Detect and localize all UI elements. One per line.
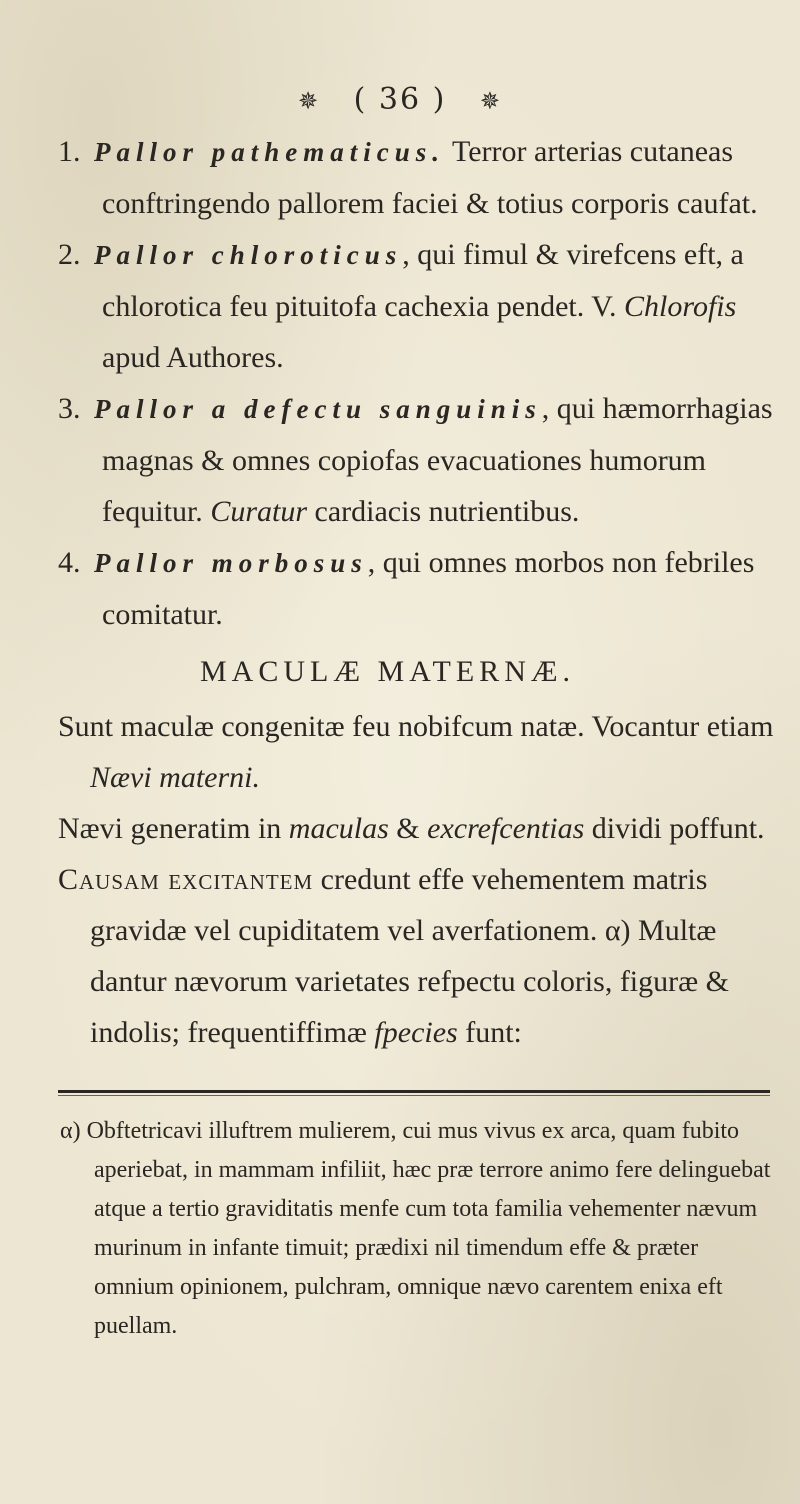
section-paragraph-1 (58, 701, 778, 803)
paragraph-text: credunt effe vehementem matris gravidæ vel cupiditatem vel averfationem. α) Multæ dantur nævorum varietates refpectu coloris, figuræ & indolis; frequentiffimæ (90, 863, 729, 1049)
paragraph-emphasis: maculas (288, 812, 389, 845)
paragraph-text: dividi poffunt. (584, 812, 765, 845)
entry-pallor-a-defectu-sanguinis (58, 383, 778, 537)
ornament-left-icon: ✵ (298, 87, 321, 115)
paragraph-text: Nævi generatim in (58, 812, 289, 845)
entry-number: 3. (58, 392, 81, 425)
entry-emphasis: Curatur (210, 495, 308, 528)
entry-term: Pallor pathematicus. (94, 137, 446, 167)
footnote-marker: α) (60, 1118, 81, 1144)
section-title: MACULÆ MATERNÆ. (200, 655, 576, 688)
section-paragraph-2 (58, 803, 778, 854)
paragraph-text: & (388, 812, 428, 845)
entry-text: , qui omnes morbos non febriles comitatur. (102, 546, 755, 631)
entry-text: Terror arterias cutaneas conftringendo pallorem faciei & totius corporis caufat. (102, 135, 758, 220)
entry-pallor-morbosus (58, 537, 778, 640)
footnote-divider (58, 1090, 770, 1093)
entry-reference: Chlorofis (624, 290, 737, 323)
footnote-text: Obftetricavi illuftrem mulierem, cui mus vivus ex arca, quam fubito aperiebat, in mammam infiliit, hæc præ terrore animo fere delinguebat atque a tertio graviditatis menfe cum tota familia vehementer nævum murinum in infante timuit; prædixi nil timendum effe & præter omnium opinionem, pulchram, omnique nævo carentem enixa eft puellam. (80, 1118, 771, 1339)
entry-number: 1. (58, 135, 81, 168)
entry-text: , qui hæmorrhagias magnas & omnes copiofas evacuationes humorum fequitur. (102, 392, 773, 528)
paragraph-text: Sunt maculæ congenitæ feu nobifcum natæ. Vocantur etiam (58, 710, 774, 743)
ornament-right-icon: ✵ (479, 87, 502, 115)
entry-term: Pallor chloroticus (94, 240, 403, 270)
main-text (58, 126, 778, 1058)
entry-term: Pallor a defectu sanguinis (94, 394, 542, 424)
paragraph-emphasis: Nævi materni. (90, 761, 260, 794)
footnote-divider-thin (58, 1095, 770, 1096)
entry-term: Pallor morbosus (94, 548, 368, 578)
entry-number: 2. (58, 238, 81, 271)
footnote-body (60, 1112, 772, 1346)
entry-text: , qui fimul & virefcens eft, a chlorotica feu pituitofa cachexia pendet. V. (102, 238, 744, 323)
entry-pallor-pathematicus (58, 126, 778, 229)
paragraph-emphasis: excrefcentias (427, 812, 585, 845)
entry-text: apud Authores. (102, 341, 284, 374)
paragraph-emphasis: fpecies (374, 1016, 458, 1049)
footnote (60, 1112, 772, 1346)
section-paragraph-3 (58, 854, 778, 1058)
entry-number: 4. (58, 546, 81, 579)
paragraph-small-caps: Causam excitantem (58, 863, 314, 896)
paragraph-text: funt: (457, 1016, 522, 1049)
entry-text: cardiacis nutrientibus. (307, 495, 580, 528)
page-number: ( 36 ) (353, 82, 447, 117)
entry-pallor-chloroticus (58, 229, 778, 383)
page-header (0, 82, 800, 117)
